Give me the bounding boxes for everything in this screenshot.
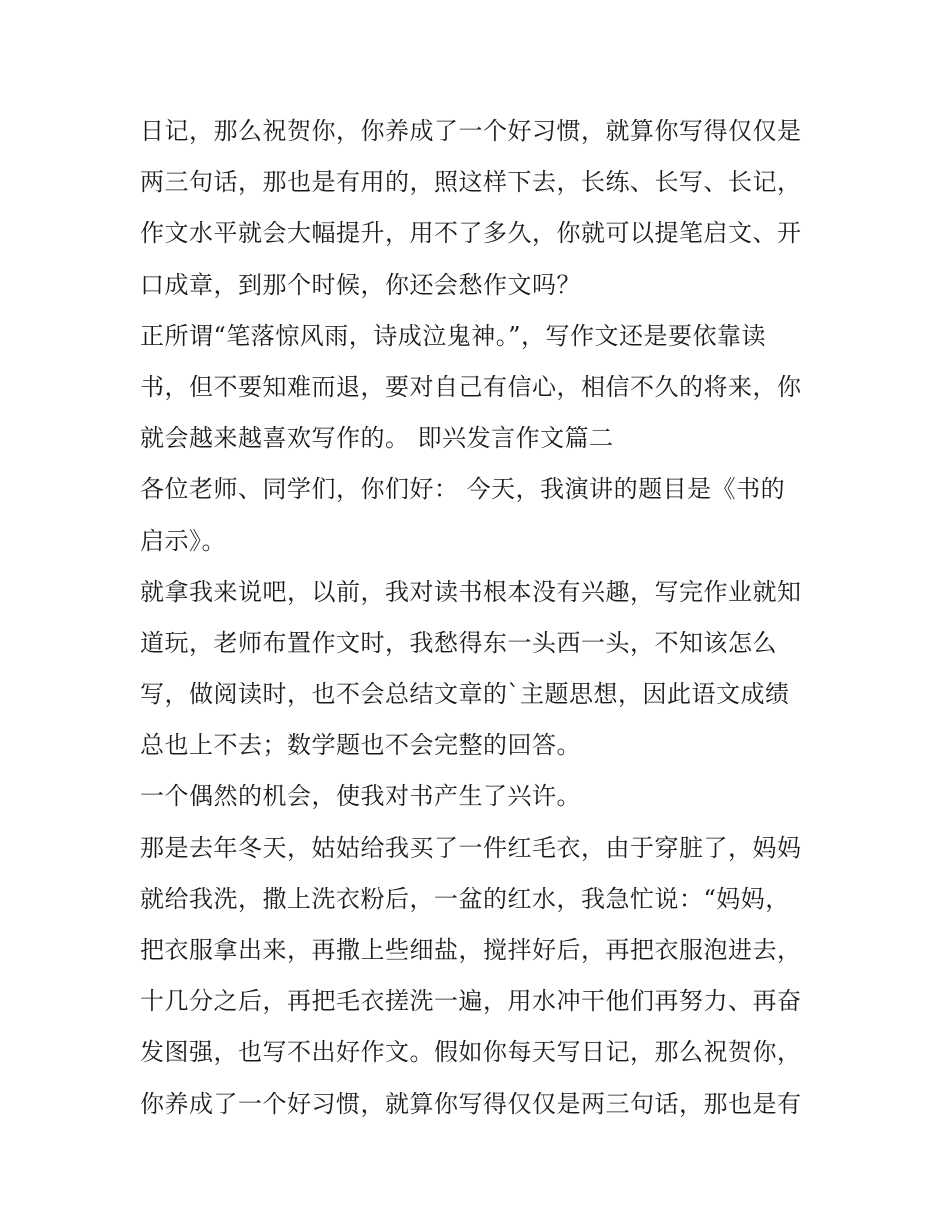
text-line: 两三句话，那也是有用的，照这样下去，长练、长写、长记， [140, 168, 802, 197]
text-line: 十几分之后，再把毛衣搓洗一遍，用水冲干他们再努力、再奋 [140, 987, 802, 1016]
text-line: 启示》。 [140, 526, 226, 555]
text-line: 道玩，老师布置作文时，我愁得东一头西一头，不知该怎么 [140, 628, 777, 657]
text-line: 各位老师、同学们，你们好： 今天，我演讲的题目是《书的 [140, 475, 786, 504]
text-line: 你养成了一个好习惯，就算你写得仅仅是两三句话，那也是有 [140, 1089, 802, 1118]
text-line: 口成章，到那个时候，你还会愁作文吗？ [140, 270, 581, 299]
text-line: 就拿我来说吧，以前，我对读书根本没有兴趣，写完作业就知 [140, 577, 802, 606]
text-line: 发图强，也写不出好作文。假如你每天写日记，那么祝贺你， [140, 1038, 802, 1067]
text-line: 日记，那么祝贺你，你养成了一个好习惯，就算你写得仅仅是 [140, 117, 802, 145]
text-line: 作文水平就会大幅提升，用不了多久，你就可以提笔启文、开 [140, 219, 802, 248]
text-line: 总也上不去；数学题也不会完整的回答。 [140, 731, 581, 760]
text-line: 书，但不要知难而退，要对自己有信心，相信不久的将来，你 [140, 372, 802, 401]
text-line: 正所谓“笔落惊风雨，诗成泣鬼神。”，写作文还是要依靠读 [140, 321, 767, 350]
document-body [140, 106, 820, 1130]
text-line: 写，做阅读时，也不会总结文章的`主题思想，因此语文成绩 [140, 680, 790, 709]
text-line: 那是去年冬天，姑姑给我买了一件红毛衣，由于穿脏了，妈妈 [140, 833, 802, 862]
text-line: 就会越来越喜欢写作的。 即兴发言作文篇二 [140, 424, 614, 453]
text-line: 把衣服拿出来，再撒上些细盐，搅拌好后，再把衣服泡进去， [140, 936, 802, 964]
text-line: 一个偶然的机会，使我对书产生了兴许。 [140, 782, 581, 811]
text-line: 就给我洗，撒上洗衣粉后，一盆的红水，我急忙说：“妈妈， [140, 884, 790, 913]
